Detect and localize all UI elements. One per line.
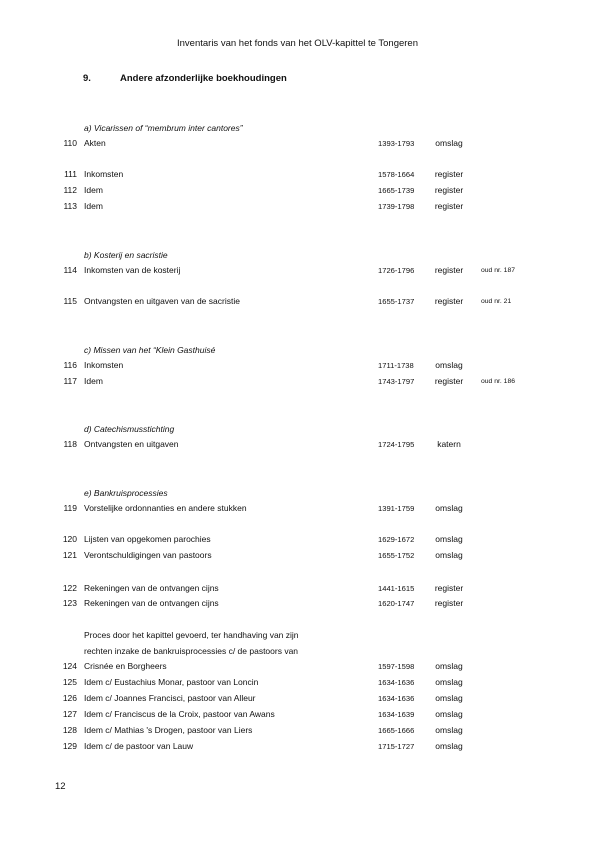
item-title: Inkomsten (84, 169, 124, 179)
inventory-row-120 (0, 534, 595, 546)
inventory-row-118 (0, 439, 595, 451)
subsection-d-heading: d) Catechismusstichting (84, 424, 175, 434)
subsection-e-heading: e) Bankruisprocessies (84, 488, 168, 498)
old-number: oud nr. 21 (481, 298, 512, 305)
item-dates: 1743-1797 (378, 377, 415, 386)
item-dates: 1724-1795 (378, 440, 415, 449)
item-dates: 1597-1598 (378, 662, 415, 671)
item-form: register (434, 169, 464, 179)
item-title: Ontvangsten en uitgaven van de sacristie (84, 296, 240, 306)
inventory-row-114 (0, 265, 595, 277)
section-number: 9. (83, 73, 91, 84)
item-title: Rekeningen van de ontvangen cijns (84, 598, 219, 608)
item-title: Verontschuldigingen van pastoors (84, 550, 212, 560)
item-form: omslag (435, 725, 463, 735)
item-number: 117 (63, 376, 77, 386)
inventory-row-129 (0, 741, 595, 753)
item-dates: 1715-1727 (378, 742, 415, 751)
inventory-row-116 (0, 360, 595, 372)
item-number: 111 (64, 169, 77, 179)
item-title: Idem c/ Mathias 's Drogen, pastoor van Liers (84, 725, 253, 735)
subsection-c-heading: c) Missen van het “Klein Gasthuisé (84, 345, 216, 355)
item-number: 119 (63, 503, 77, 513)
item-title: Lijsten van opgekomen parochies (84, 534, 211, 544)
inventory-row-125 (0, 677, 595, 689)
item-number: 116 (63, 360, 77, 370)
item-dates: 1655-1737 (378, 297, 415, 306)
item-title: Ontvangsten en uitgaven (84, 439, 179, 449)
item-number: 120 (62, 534, 77, 544)
subsection-a-heading: a) Vicarissen of “membrum inter cantores” (84, 123, 243, 133)
subsection-b-heading: b) Kosterij en sacristie (84, 250, 168, 260)
item-dates: 1578-1664 (378, 170, 415, 179)
inventory-row-117 (0, 376, 595, 388)
inventory-row-111 (0, 169, 595, 181)
item-dates: 1634-1639 (378, 710, 415, 719)
item-dates: 1441-1615 (378, 584, 415, 593)
section-heading (83, 73, 287, 84)
page-number: 12 (55, 781, 66, 792)
item-form: omslag (435, 360, 463, 370)
item-dates: 1629-1672 (378, 535, 415, 544)
item-number: 128 (62, 725, 77, 735)
inventory-row-127 (0, 709, 595, 721)
item-dates: 1665-1739 (378, 186, 415, 195)
item-dates: 1393-1793 (378, 139, 415, 148)
old-number: oud nr. 186 (481, 378, 516, 385)
item-dates: 1634-1636 (378, 678, 415, 687)
inventory-row-123 (0, 598, 595, 610)
item-form: omslag (435, 550, 463, 560)
item-dates: 1665-1666 (378, 726, 415, 735)
item-number: 127 (62, 709, 77, 719)
item-title: Idem c/ Franciscus de la Croix, pastoor van Awans (84, 709, 275, 719)
inventory-row-112 (0, 185, 595, 197)
item-title: Crisnée en Borgheers (84, 661, 167, 671)
item-form: omslag (435, 709, 463, 719)
item-title: Akten (84, 138, 106, 148)
item-form: omslag (435, 661, 463, 671)
item-form: register (434, 185, 464, 195)
item-form: register (434, 265, 464, 275)
item-form: katern (437, 439, 461, 449)
item-number: 115 (63, 296, 77, 306)
item-form: register (434, 201, 464, 211)
item-title: Idem (84, 201, 103, 211)
item-number: 129 (62, 741, 77, 751)
item-form: register (434, 376, 464, 386)
section-title: Andere afzonderlijke boekhoudingen (120, 73, 287, 84)
item-number: 110 (63, 138, 77, 148)
item-title: Idem c/ Eustachius Monar, pastoor van Loncin (84, 677, 259, 687)
inventory-row-115 (0, 296, 595, 308)
item-dates: 1711-1738 (378, 361, 414, 370)
item-number: 124 (62, 661, 77, 671)
item-number: 126 (62, 693, 77, 703)
item-dates: 1634-1636 (378, 694, 415, 703)
inventory-row-121 (0, 550, 595, 562)
item-number: 114 (63, 265, 77, 275)
item-form: omslag (435, 534, 463, 544)
item-form: omslag (435, 138, 463, 148)
inventory-row-126 (0, 693, 595, 705)
item-number: 123 (62, 598, 77, 608)
inventory-row-113 (0, 201, 595, 213)
item-form: register (434, 598, 464, 608)
item-form: omslag (435, 741, 463, 751)
item-dates: 1726-1796 (378, 266, 415, 275)
item-form: omslag (435, 677, 463, 687)
inventory-row-124 (0, 661, 595, 673)
proces-description-line-2: rechten inzake de bankruisprocessies c/ de pastoors van (84, 646, 299, 656)
item-number: 112 (63, 185, 77, 195)
item-title: Inkomsten (84, 360, 124, 370)
item-title: Idem c/ de pastoor van Lauw (84, 741, 194, 751)
item-number: 125 (62, 677, 77, 687)
item-number: 122 (62, 583, 77, 593)
item-title: Inkomsten van de kosterij (84, 265, 181, 275)
item-form: register (434, 583, 464, 593)
item-title: Idem (84, 185, 103, 195)
item-dates: 1739-1798 (378, 202, 415, 211)
item-dates: 1655-1752 (378, 551, 415, 560)
item-number: 113 (63, 201, 77, 211)
item-dates: 1620-1747 (378, 599, 415, 608)
proces-description-line-1: Proces door het kapittel gevoerd, ter handhaving van zijn (84, 630, 299, 640)
item-form: omslag (435, 503, 463, 513)
inventory-row-119 (0, 503, 595, 515)
inventory-row-128 (0, 725, 595, 737)
item-number: 118 (63, 439, 77, 449)
inventory-row-122 (0, 583, 595, 595)
inventory-row-110 (0, 138, 595, 150)
old-number: oud nr. 187 (481, 267, 516, 274)
item-title: Idem (84, 376, 103, 386)
page-header: Inventaris van het fonds van het OLV-kapittel te Tongeren (177, 38, 418, 49)
item-form: omslag (435, 693, 463, 703)
item-dates: 1391-1759 (378, 504, 415, 513)
item-title: Vorstelijke ordonnanties en andere stukken (84, 503, 247, 513)
item-title: Rekeningen van de ontvangen cijns (84, 583, 219, 593)
item-form: register (434, 296, 464, 306)
item-number: 121 (62, 550, 77, 560)
item-title: Idem c/ Joannes Francisci, pastoor van Alleur (84, 693, 256, 703)
